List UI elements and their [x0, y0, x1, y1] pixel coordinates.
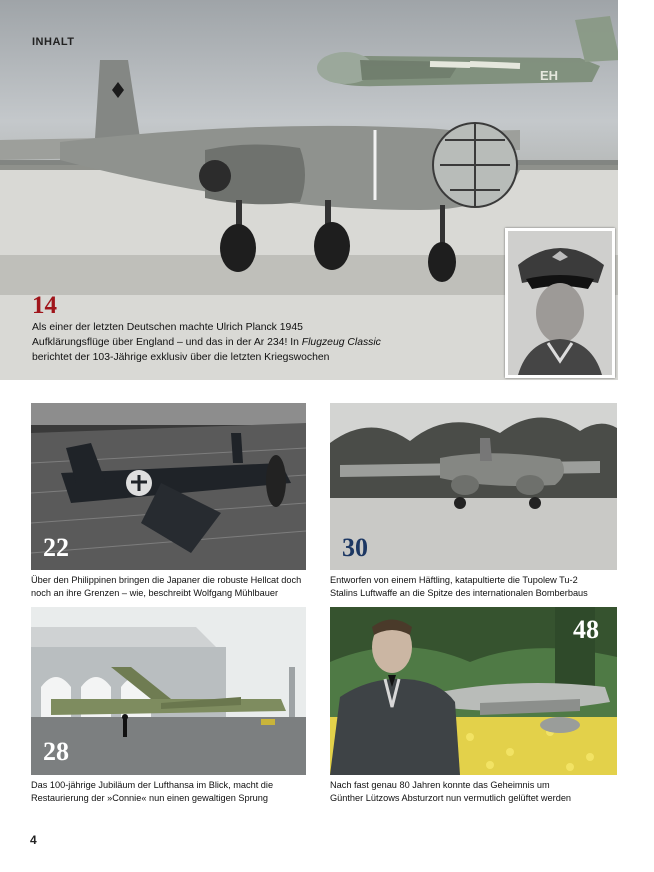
article-number-28: 28 [43, 737, 69, 766]
magazine-title: Flugzeug Classic [301, 337, 381, 348]
article-caption-30: Entworfen von einem Häftling, katapultierte die Tupolew Tu-2 Stalins Luftwaffe an die Spitze des internationalen Bomberbaus [330, 575, 588, 598]
article-photo-tu2 [330, 403, 617, 570]
svg-text:EH: EH [540, 68, 559, 83]
article-photo-luetzow [330, 607, 617, 775]
ju88-aircraft [317, 16, 618, 86]
connie-illustration [31, 607, 306, 775]
portrait-illustration [508, 231, 612, 375]
hero-text-line-1: Als einer der letzten Deutschen machte Ulrich Planck 1945 [32, 322, 303, 333]
article-photo-hellcat [31, 403, 306, 570]
article-number-30: 30 [342, 533, 368, 562]
hero-text-line-2: Aufklärungsflüge über England – und das in der Ar 234! In Flugzeug Classic [32, 337, 381, 348]
article-caption-48: Nach fast genau 80 Jahren konnte das Geheimnis um Günther Lützows Absturzort nun vermutlich gelüftet werden [330, 780, 572, 803]
article-photo-connie [31, 607, 306, 775]
article-caption-22: Über den Philippinen bringen die Japaner die robuste Hellcat doch noch an ihre Grenzen – wie, beschreibt Wolfgang Mühlbauer [31, 575, 302, 598]
page-number: 4 [30, 833, 37, 847]
section-label: INHALT [32, 36, 75, 48]
article-number-48: 48 [573, 615, 599, 644]
article-caption-28: Das 100-jährige Jubiläum der Lufthansa im Blick, macht die Restaurierung der »Connie« nun einen gewaltigen Sprung [31, 780, 274, 803]
hero-text-line-3: berichtet der 103-Jährige exklusiv über die letzten Kriegswochen [32, 352, 330, 363]
article-number-22: 22 [43, 533, 69, 562]
tu2-illustration [330, 403, 617, 570]
hero-article-teaser [32, 320, 442, 365]
hero-portrait-photo [505, 228, 615, 378]
hero-article-number: 14 [32, 292, 57, 319]
hellcat-illustration [31, 403, 306, 570]
